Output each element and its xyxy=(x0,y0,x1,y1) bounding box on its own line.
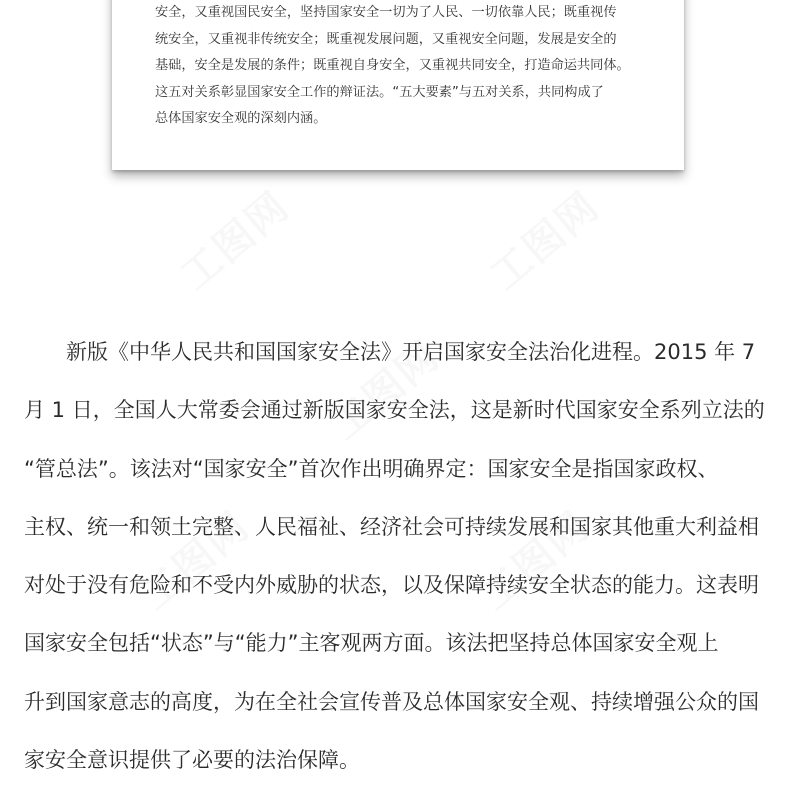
article-line: 新版《中华人民共和国国家安全法》开启国家安全法治化进程。2015 年 7 xyxy=(24,340,756,364)
article-line: 升到国家意志的高度，为在全社会宣传普及总体国家安全观、持续增强公众的国 xyxy=(24,689,759,714)
article-line: 月 1 日，全国人大常委会通过新版国家安全法，这是新时代国家安全系列立法的 xyxy=(24,398,765,423)
article-line: “管总法”。该法对“国家安全”首次作出明确界定：国家安全是指国家政权、 xyxy=(24,456,719,481)
article-line: 国家安全包括“状态”与“能力”主客观两方面。该法把坚持总体国家安全观上 xyxy=(24,631,719,656)
quote-card xyxy=(112,0,684,170)
watermark-2: 工图网 xyxy=(482,183,609,300)
watermark-1: 工图网 xyxy=(172,183,299,300)
watermark-4: 工图网 xyxy=(132,503,259,620)
card-line: 安全，又重视国民安全，坚持国家安全一切为了人民、一切依靠人民；既重视传 xyxy=(155,5,617,20)
watermark-3: 工图网 xyxy=(322,333,449,450)
card-line: 总体国家安全观的深刻内涵。 xyxy=(155,111,327,126)
card-paragraph xyxy=(155,0,655,133)
watermark-5: 工图网 xyxy=(472,503,599,620)
card-line: 统安全，又重视非传统安全；既重视发展问题，又重视安全问题，发展是安全的 xyxy=(155,31,617,47)
article-line: 主权、统一和领土完整、人民福祉、经济社会可持续发展和国家其他重大利益相 xyxy=(24,514,759,539)
article-paragraph xyxy=(24,323,784,789)
card-line: 这五对关系彰显国家安全工作的辩证法。“五大要素”与五对关系，共同构成了 xyxy=(155,84,604,100)
article-line: 家安全意识提供了必要的法治保障。 xyxy=(24,748,360,773)
article-line: 对处于没有危险和不受内外威胁的状态，以及保障持续安全状态的能力。这表明 xyxy=(24,573,759,598)
card-line: 基础，安全是发展的条件；既重视自身安全，又重视共同安全，打造命运共同体。 xyxy=(155,58,630,73)
